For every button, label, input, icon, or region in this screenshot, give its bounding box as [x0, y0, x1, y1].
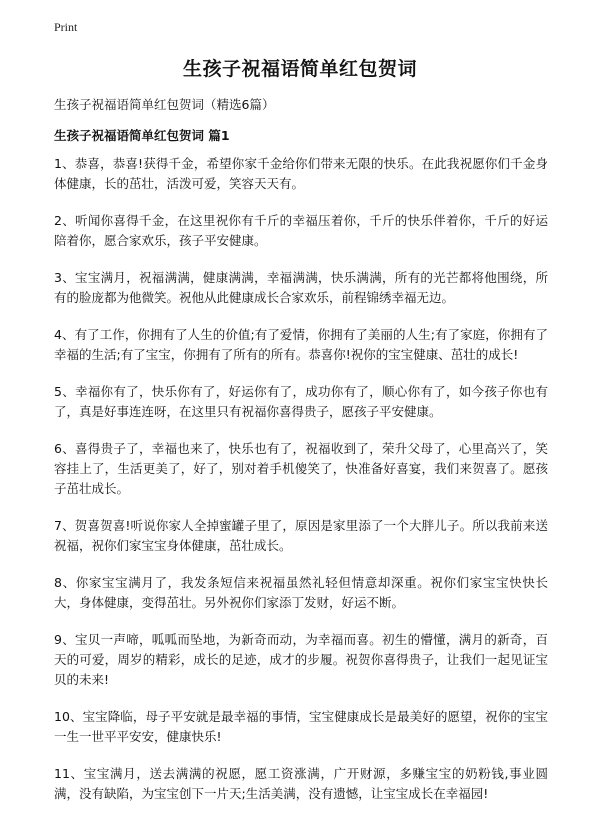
document-title: 生孩子祝福语简单红包贺词 — [182, 58, 417, 80]
document-subtitle: 生孩子祝福语简单红包贺词（精选6篇） — [54, 97, 275, 112]
wish-item: 2、听闻你喜得千金，在这里祝你有千斤的幸福压着你，千斤的快乐伴着你，千斤的好运陪着你，愿合家欢乐，孩子平安健康。 — [54, 213, 548, 248]
wish-item: 7、贺喜贺喜!听说你家人全掉蜜罐子里了，原因是家里添了一个大胖儿子。所以我前来送祝福，祝你们家宝宝身体健康，茁壮成长。 — [54, 518, 548, 553]
section-heading: 生孩子祝福语简单红包贺词 篇1 — [54, 128, 230, 143]
wish-item: 6、喜得贵子了，幸福也来了，快乐也有了，祝福收到了，荣升父母了，心里高兴了，笑容挂上了，生活更美了，好了，别对着手机傻笑了，快准备好喜宴，我们来贺喜了。愿孩子茁壮成长。 — [54, 441, 548, 496]
wish-item: 4、有了工作，你拥有了人生的价值;有了爱情，你拥有了美丽的人生;有了家庭，你拥有了幸福的生活;有了宝宝，你拥有了所有的所有。恭喜你!祝你的宝宝健康、茁壮的成长! — [54, 327, 548, 362]
wish-list — [54, 154, 548, 821]
wish-item: 9、宝贝一声啼，呱呱而坠地，为新奇而动，为幸福而喜。初生的懵懂，满月的新奇，百天的可爱，周岁的精彩，成长的足迹，成才的步履。祝贺你喜得贵子，让我们一起见证宝贝的未来! — [54, 632, 548, 687]
wish-item: 5、幸福你有了，快乐你有了，好运你有了，成功你有了，顺心你有了，如今孩子你也有了，真是好事连连呀，在这里只有祝福你喜得贵子，愿孩子平安健康。 — [54, 384, 548, 419]
wish-item: 11、宝宝满月，送去满满的祝愿，愿工资涨满，广开财源，多赚宝宝的奶粉钱,事业圆满，没有缺陷，为宝宝创下一片天;生活美满，没有遗憾，让宝宝成长在幸福园! — [54, 766, 548, 801]
print-link[interactable]: Print — [54, 20, 78, 34]
wish-item: 10、宝宝降临，母子平安就是最幸福的事情，宝宝健康成长是最美好的愿望，祝你的宝宝一生一世平平安安，健康快乐! — [54, 709, 548, 744]
wish-item: 3、宝宝满月，祝福满满，健康满满，幸福满满，快乐满满，所有的光芒都将他围绕，所有的脸庞都为他微笑。祝他从此健康成长合家欢乐，前程锦绣幸福无边。 — [54, 270, 548, 305]
wish-item: 8、你家宝宝满月了，我发条短信来祝福虽然礼轻但情意却深重。祝你们家宝宝快快长大，身体健康，变得茁壮。另外祝你们家添丁发财，好运不断。 — [54, 575, 548, 610]
wish-item: 1、恭喜，恭喜!获得千金，希望你家千金给你们带来无限的快乐。在此我祝愿你们千金身体健康，长的茁壮，活泼可爱，笑容天天有。 — [54, 156, 548, 191]
